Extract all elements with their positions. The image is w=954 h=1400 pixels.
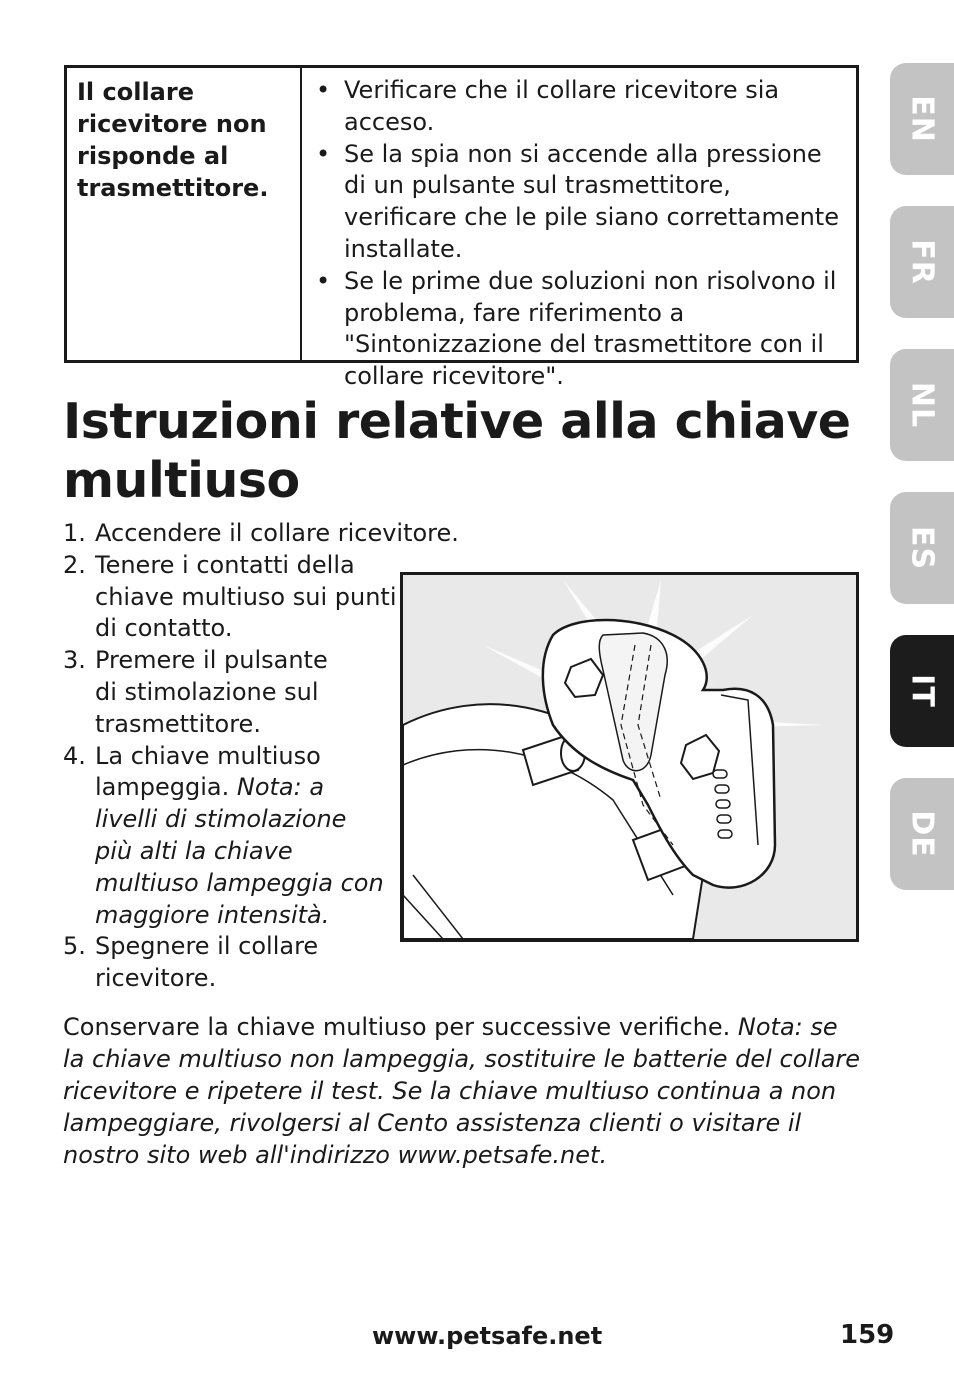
step-text: La chiave multiuso lampeggia. — [95, 741, 321, 802]
language-tab-fr[interactable] — [890, 206, 954, 318]
language-tab-it[interactable] — [890, 635, 954, 747]
troubleshooting-table — [64, 65, 859, 391]
step-number: 4. — [63, 741, 86, 770]
step-item — [63, 741, 385, 932]
step-text: Tenere i contatti della chiave multiuso sui punti di contatto. — [95, 550, 397, 643]
language-tab-label: IT — [904, 674, 940, 708]
language-tab-en[interactable] — [890, 63, 954, 175]
step-note: Nota: a livelli di stimolazione più alti la chiave multiuso lampeggia con maggiore intensità. — [95, 773, 384, 929]
language-tab-label: NL — [904, 381, 940, 429]
step-item — [63, 518, 495, 550]
step-number: 1. — [63, 519, 86, 547]
footer-url[interactable]: www.petsafe.net — [372, 1322, 603, 1350]
page-number: 159 — [840, 1320, 895, 1350]
step-item — [63, 931, 355, 995]
step-text: Spegnere il collare ricevitore. — [95, 932, 319, 993]
step-number: 2. — [63, 550, 86, 579]
language-tab-label: FR — [904, 239, 940, 285]
solution-cell — [302, 68, 856, 391]
language-tab-label: ES — [904, 525, 940, 571]
language-tab-es[interactable] — [890, 492, 954, 604]
language-tab-label: DE — [904, 810, 940, 858]
language-tab-label: EN — [904, 95, 940, 143]
closing-paragraph — [63, 1011, 863, 1171]
step-item — [63, 645, 355, 740]
solution-list — [314, 75, 844, 393]
test-key-illustration — [400, 572, 859, 942]
page-title: Istruzioni relative alla chiave multiuso — [63, 393, 851, 509]
step-number: 5. — [63, 932, 86, 961]
solution-item: • Verificare che il collare ricevitore sia acceso. — [314, 75, 844, 139]
problem-cell: Il collare ricevitore non risponde al trasmettitore. — [67, 68, 302, 360]
step-text: Premere il pulsante di stimolazione sul trasmettitore. — [95, 646, 328, 738]
solution-item: • Se le prime due soluzioni non risolvono il problema, fare riferimento a "Sintonizzazione del trasmettitore con il collare ricevitore". — [314, 266, 844, 393]
step-number: 3. — [63, 646, 86, 675]
step-item — [63, 550, 405, 645]
solution-item: • Se la spia non si accende alla pressione di un pulsante sul trasmettitore, verificare che le pile siano correttamente installate. — [314, 139, 844, 266]
language-tab-de[interactable] — [890, 778, 954, 890]
test-key-drawing — [403, 575, 856, 939]
step-text: Accendere il collare ricevitore. — [95, 519, 459, 547]
closing-note: Nota: se la chiave multiuso non lampeggia, sostituire le batterie del collare ricevitore e ripetere il test. Se la chiave multiuso continua a non lampeggiare, rivolgersi al Cento assistenza clienti o visitare il nostro sito web all'indirizzo www.petsafe.net. — [63, 1013, 861, 1169]
language-tab-nl[interactable] — [890, 349, 954, 461]
closing-text: Conservare la chiave multiuso per successive verifiche. — [63, 1013, 731, 1041]
